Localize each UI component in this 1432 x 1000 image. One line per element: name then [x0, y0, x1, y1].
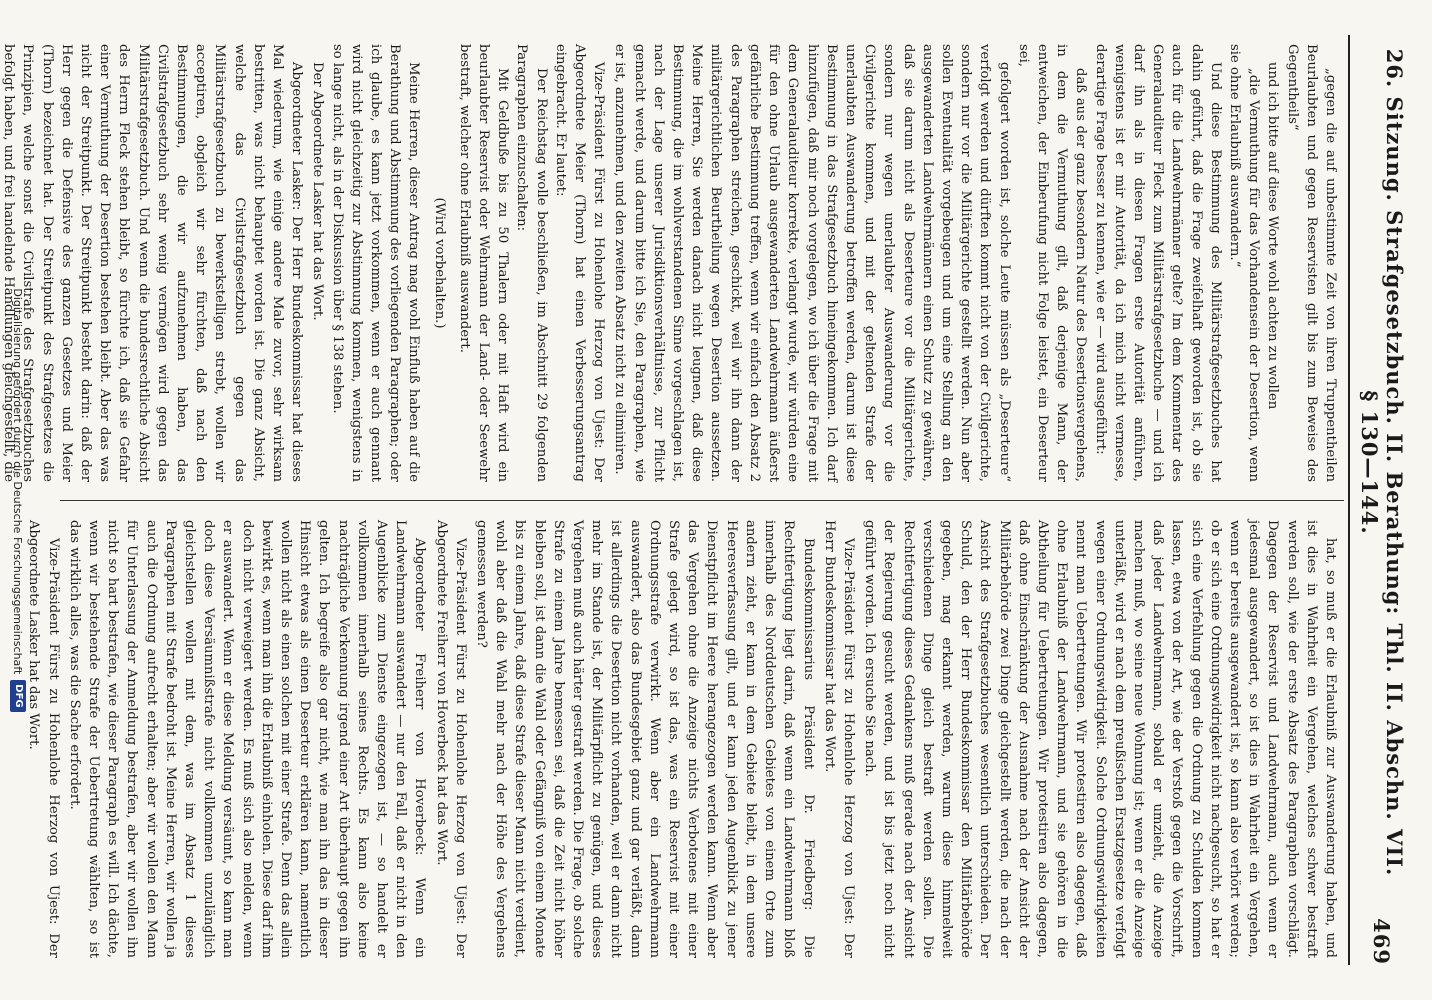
left-column [0, 44, 1340, 482]
column-divider [60, 500, 1344, 501]
page-header-title: 26. Sitzung. Strafgesetzbuch. II. Berathung: Thl. II. Abschn. VII. § 130—144. [1357, 48, 1407, 877]
header-rule [1348, 35, 1350, 965]
footer-text: Digitalisierung gefördert durch die Deutsche Forschungsgemeinschaft [11, 288, 25, 675]
paragraph: Und diese Bestimmung des Militärstrafgesetzbuches hat dahin geführt, daß die Frage zweifelhaft geworden ist, ob sie auch für die Landwehrmänner gelte? Im dem Kommentar des Generalauditeur Fleck zum Militärstrafgesetzbuche — und ich darf ihn als in diesen Fragen erste Autorität anführen, wenigstens ist er mir Autorität, da ich mich nicht vermesse, derartige Frage besser zu kennen, wie er — wird ausgeführt: [1092, 44, 1223, 482]
paragraph: Mit Geldbuße bis zu 50 Thalern oder mit Haft wird ein beurlaubter Reservist oder Wehrmann der Land- oder Seewehr bestraft, welcher ohne Erlaubniß auswandert. [456, 44, 511, 482]
paragraph: Vize-Präsident Fürst zu Hohenlohe Herzog von Ujest: Der Abgeordnete Lasker hat das Wort. [26, 520, 61, 958]
paragraph: Meine Herren, dieser Antrag mag wohl Einfluß haben auf die Berathung und Abstimmung des vorliegenden Paragraphen; oder ich glaube, es kann jetzt vorkommen, wenn er auch gennant wird nicht gleichzeitig zur Abstimmung kommen, wenigstens in so lange nicht, als in der Diskussion über § 138 stehen. [329, 44, 422, 482]
dfg-logo: DFG [10, 680, 26, 711]
paragraph: „die Vermuthung für das Vorhandensein der Desertion, wenn sie ohne Erlaubniß auswandern.“ [1226, 44, 1262, 482]
paragraph: Vize-Präsident Fürst zu Hohenlohe Herzog von Ujest: Der Herr Bundeskommissar hat das Wort. [821, 520, 856, 958]
page-number: 469 [1369, 918, 1395, 965]
paragraph: und ich bitte auf diese Worte wohl achten zu wollen [1265, 62, 1281, 410]
paragraph: daß aus der ganz besondern Natur des Desertionsvergehens, in dem die Vermuthung gilt, daß derjenige Mann, der entweichen, der Einberufung nicht Folge leistet, ein Deserteur sei, [1015, 44, 1089, 482]
right-column [24, 520, 1340, 958]
paragraph: „gegen die auf unbestimmte Zeit von ihren Truppentheilen Beurlaubten und gegen Reservisten gilt bis zum Beweise des Gegentheils“ [1284, 44, 1338, 482]
digitization-footer [8, 0, 28, 1000]
paragraph: hat, so muß er die Erlaubniß zur Auswanderung haben, und ist dies in Wahrheit ein Vergehen, welches schwer bestraft werden soll, wie der erste Absatz des Paragraphen vorschlägt. Dagegen der Reservist und Landwehrmann, auch wenn er jedesmal ausgewandert, so ist dies in Wahrheit ein Vergehen, wenn er bereits ausgewandert ist, so kann also verhört werden; ob er sich eine Ordnungswidrigkeit nicht nachgesucht, so hat er sich eine Verfehlung gegen die Ordnung zu Schulden kommen lassen, etwa von der Art, wie der Verstoß gegen die Vorschrift, daß jeder Landwehrmann, sobald er umzieht, die Anzeige machen muß, wo seine neue Wohnung ist; wenn er die Anzeige unterläßt, wird er nach dem preußischen Ersatzgesetze verfolgt wegen einer Ordnungswidrigkeit. Solche Ordnungswidrigkeiten nennt man Uebertretungen. Wir protestiren also dagegen, daß ohne Erlaubniß der Landwehrmann, und sie gehören in die Abtheilung für Uebertretungen. Wir protestiren also dagegen, daß ohne Einschränkung der Ausnahme nach der Ansicht der Militärbehörde zwei Dinge gleichgestellt werden, die nach der Ansicht des Strafgesetzbuches wesentlich unterschieden. Der Schuld, den der Herr Bundeskommissar den Militärbehörde gegeben, mag erkannt werden, warum diese himmelweit verschiedenen Dinge gleich bestraft werden sollen. Die Rechtfertigung dieses Gedankens muß gerade nach der Ansicht der Regierung gesucht werden, und ist bis jetzt noch nicht geführt worden. Ich ersuche Sie nach. [862, 520, 1338, 958]
paragraph: Vize-Präsident Fürst zu Hohenlohe Herzog von Ujest: Der Abgeordnete Meier (Thorn) hat einen Verbesserungsantrag eingebracht. Er lautet: [552, 44, 607, 482]
paragraph: Der Abgeordnete Lasker hat das Wort. [310, 62, 326, 321]
page-header [1352, 40, 1412, 965]
paragraph: Abgeordneter Freiherr von Hoverbeck: Wenn ein Landwehrmann auswandert — nur den Fall, daß er nicht in den Augenblicke zum Dienste eingezogen ist, — so handelt er vollkommen innerhalb seines Rechts. Es kann also keine nachträgliche Verkennung irgend einer Art überhaupt gegen ihn gelten. Ich begreife also gar nicht, wie man ihn das in dieser Hinsicht etwas als einen Deserteur erklären kann, namentlich wollen nicht als einen solchen mit einer Strafe. Denn das allein bewirkt es, wenn man ihn die Erlaubniß einholen. Diese darf ihm doch nicht verweigert werden. Es muß sich also melden, wenn er auswandert. Wenn er diese Meldung versäumt, so kann man doch diese Versäumnißstrafe nicht vollkommen unzulänglich gleichstellen wollen mit dem, was im Absatz 1 dieses Paragraphen mit Strafe bedroht ist. Meine Herren, wir wollen ja auch die Ordnung aufrecht erhalten; aber wir wollen den Mann für Unterlassung der Anmeldung bestrafen, aber wir wollen ihn nicht so hart bestrafen, wie dieser Paragraph es will. Ich dächte, wenn wir bestehende Strafe der Uebertretung wählten, so ist das wirklich alles, was die Sache erfordert. [66, 520, 428, 958]
paragraph: Bundeskommissarius Präsident Dr. Friedberg: Die Rechtfertigung liegt darin, daß wenn ein Landwehrmann bloß innerhalb des Norddeutschen Gebietes von einem Orte zum andern zieht, er kann in dem Gebiete bleibt, in dem unsere Heeresverfassung gilt, und er kann jeden Augenblick zu jener Dienstpflicht im Heere herangezogen werden kann. Wenn aber das Vergehen ohne die Anzeige nichts Verbotenes mit einer Strafe gelegt wird, so ist das, was ein Reservist mit einer Ordnungsstrafe verwirkt. Wenn aber ein Landwehrmann auswandert, also das Bundesgebiet ganz und gar verläßt, dann ist allerdings die Desertion nicht vorhanden, weil er dann nicht mehr im Stande ist, der Militärpflicht zu genügen, und dieses Vergehen muß auch härter gestraft werden. Die Frage, ob solche Strafe zu einem Jahre bemessen sei, daß die Zeit nicht höher bleiben soll, ist dann die Wahl oder Gefängniß von einem Monate bis zu einem Jahre, daß diese Strafe dieser Mann nicht verdient, wohl aber daß die Wahl mehr nach der Höhe des Vergehens gemessen werden? [474, 520, 816, 958]
paragraph: gefolgert worden ist, solche Leute müssen als „Deserteure“ verfolgt werden und dürften kommt nicht von der Civilgerichte, sondern nur vor die Militärgerichte gestellt werden. Nun aber sollen Eventualität vorgebeugen und um eine Stellung an den ausgewanderten Landwehrmännern einen Schutz zu gewähren, daß sie darum nicht als Deserteure vor die Militärgerichte, sondern nur wegen unerlaubter Auswanderung vor die Civilgerichte kommen, und mit der geltenden Strafe der unerlaubten Auswanderung betroffen werden, darum ist diese Bestimmung in das Strafgesetzbuch hineingekommen. Ich darf hinzufügen, daß mir noch vorgelegen, wo ich über die Frage mit dem Generalauditeur korrekte, verlangt wurde, wir würden eine für den ohne Urlaub ausgewanderten Landwehrmann äußerst gefährliche Bestimmung treffen, wenn wir einfach den Absatz 2 des Paragraphen streichen, geschickt, weil wir ihn dann der militärgerichtlichen Beurtheilung wegen Desertion aussetzen. Meine Herren, Sie werden danach nicht leugnen, daß diese Bestimmung, die im wohlverstandenen Sinne vorgeschlagen ist, nach der Lage unserer Jurisdiktionsverhältnisse, zur Pflicht gemacht werde, und darum bitte ich Sie, den Paragraphen, wie er ist, anzunehmen, und den zweiten Absatz nicht zu eliminiren. [612, 44, 1012, 482]
paragraph: Abgeordneter Lasker: Der Herr Bundeskommissar hat dieses Mal wiederum, wie einige andere Male zuvor, sehr wirksam bestritten, was nicht behauptet worden ist. Die ganz Absicht, welche das Civilstrafgesetzbuch gegen das Militärstrafgesetzbuch zu bewerkstelligen strebt, wollen wir acceptiren, obgleich wir sehr fürchten, daß nach den Bestimmungen, die wir aufzunehmen haben, das Civilstrafgesetzbuch sehr wenig vermögen wird gegen das Militärstrafgesetzbuch. Und wenn die bundesrechtliche Absicht des Herrn Fleck stehen bleibt, so fürchte ich, daß sie Gefahr einer Vermuthung der Desertion bestehen bleibt. Aber das was nicht der Streitpunkt. Der Streitpunkt besteht darin: daß der Herr gegen die Defensive des ganzen Gesetzes und Meier (Thorn) bezeichnet hat. Der Streitpunkt des Strafgesetzes die Prinzipien, welche sonst die Civilstrafe des Strafgesetzbuches befolgt haben, und frei handelnde Handlungen gleichgestellt, die [1, 44, 305, 482]
paragraph: Vize-Präsident Fürst zu Hohenlohe Herzog von Ujest: Der Abgeordnete Freiherr von Hoverbeck hat das Wort. [433, 520, 468, 958]
paragraph: (Wird vorbehalten.) [431, 197, 447, 329]
paragraph: Der Reichstag wolle beschließen, im Abschnitt 29 folgenden Paragraphen einzuschalten: [514, 44, 549, 482]
